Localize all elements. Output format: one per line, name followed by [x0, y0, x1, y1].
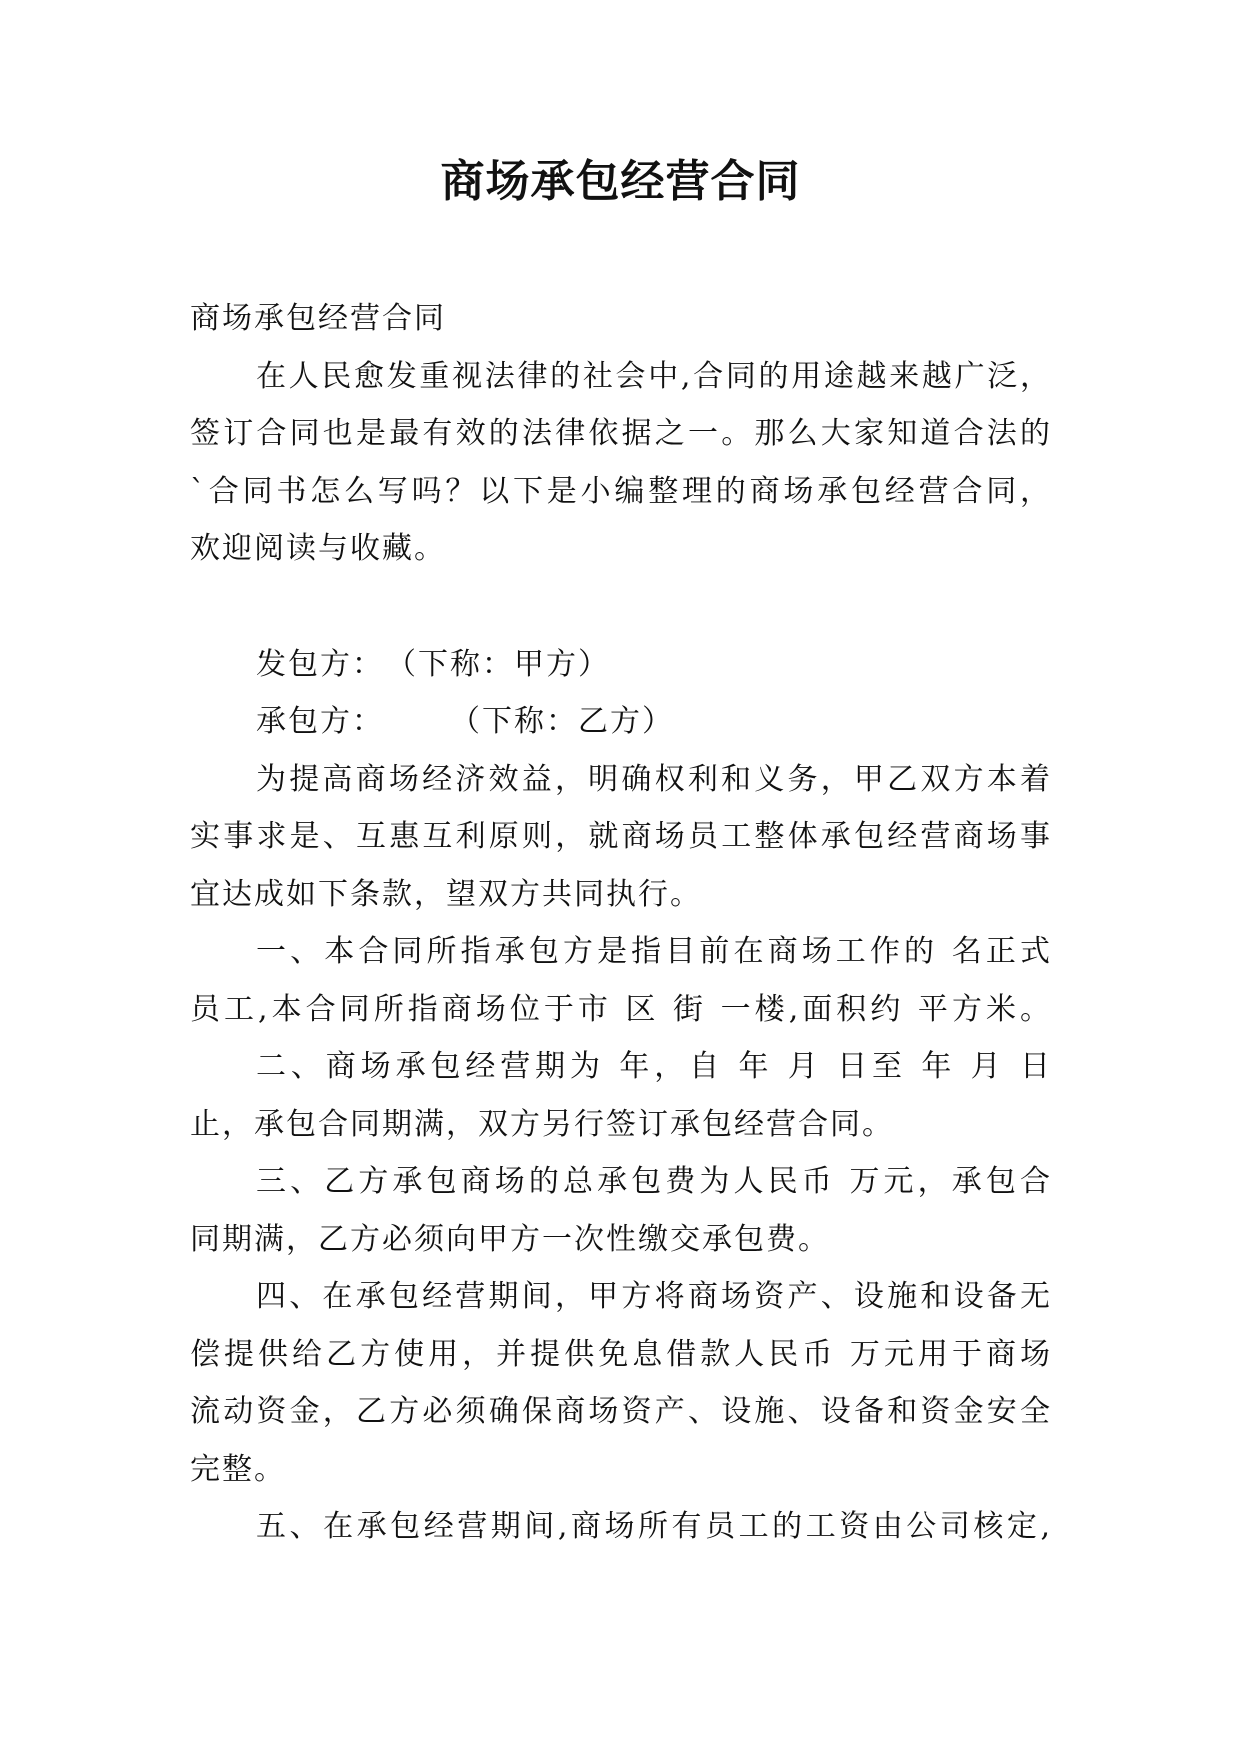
- preamble-paragraph: [190, 751, 1052, 924]
- clause-2: [190, 1038, 1052, 1153]
- clause-4: [190, 1268, 1052, 1498]
- clause-line: 流动资金，乙方必须确保商场资产、设施、设备和资金安全: [190, 1394, 1052, 1429]
- preamble-line: 宜达成如下条款，望双方共同执行。: [190, 876, 702, 912]
- paragraph-gap: [190, 578, 1052, 636]
- clause-line: 偿提供给乙方使用，并提供免息借款人民币 万元用于商场: [190, 1336, 1052, 1372]
- preamble-line: 实事求是、互惠互利原则，就商场员工整体承包经营商场事: [190, 819, 1052, 854]
- clause-3: [190, 1153, 1052, 1268]
- intro-paragraph: [190, 348, 1052, 578]
- intro-line: 在人民愈发重视法律的社会中,合同的用途越来越广泛，: [256, 358, 1052, 394]
- clause-line: 完整。: [190, 1451, 286, 1487]
- document-body: [190, 290, 1052, 1556]
- clause-line: 四、在承包经营期间，甲方将商场资产、设施和设备无: [256, 1279, 1052, 1314]
- clause-line: 三、乙方承包商场的总承包费为人民币 万元，承包合: [256, 1164, 1052, 1199]
- document-title: 商场承包经营合同: [440, 156, 801, 207]
- clause-line: 一、本合同所指承包方是指目前在商场工作的 名正式: [256, 934, 1052, 969]
- document-subtitle: 商场承包经营合同: [190, 301, 446, 336]
- clause-1: [190, 923, 1052, 1038]
- clause-line: 同期满，乙方必须向甲方一次性缴交承包费。: [190, 1221, 830, 1257]
- clause-line: 止，承包合同期满，双方另行签订承包经营合同。: [190, 1106, 894, 1142]
- clause-5: [190, 1498, 1052, 1556]
- intro-line: 欢迎阅读与收藏。: [190, 531, 446, 566]
- clause-line: 二、商场承包经营期为 年，自 年 月 日至 年 月 日: [256, 1049, 1052, 1084]
- clause-line: 五、在承包经营期间,商场所有员工的工资由公司核定,: [256, 1509, 1052, 1544]
- clause-line: 员工,本合同所指商场位于市 区 街 一楼,面积约 平方米。: [190, 991, 1052, 1027]
- intro-line: 签订合同也是最有效的法律依据之一。那么大家知道合法的: [190, 416, 1052, 451]
- party-a-line: 发包方： （下称：甲方）: [256, 646, 610, 682]
- preamble-line: 为提高商场经济效益，明确权利和义务，甲乙双方本着: [256, 761, 1052, 797]
- intro-line: `合同书怎么写吗？以下是小编整理的商场承包经营合同，: [190, 473, 1052, 509]
- party-b-line: 承包方： （下称：乙方）: [256, 704, 674, 739]
